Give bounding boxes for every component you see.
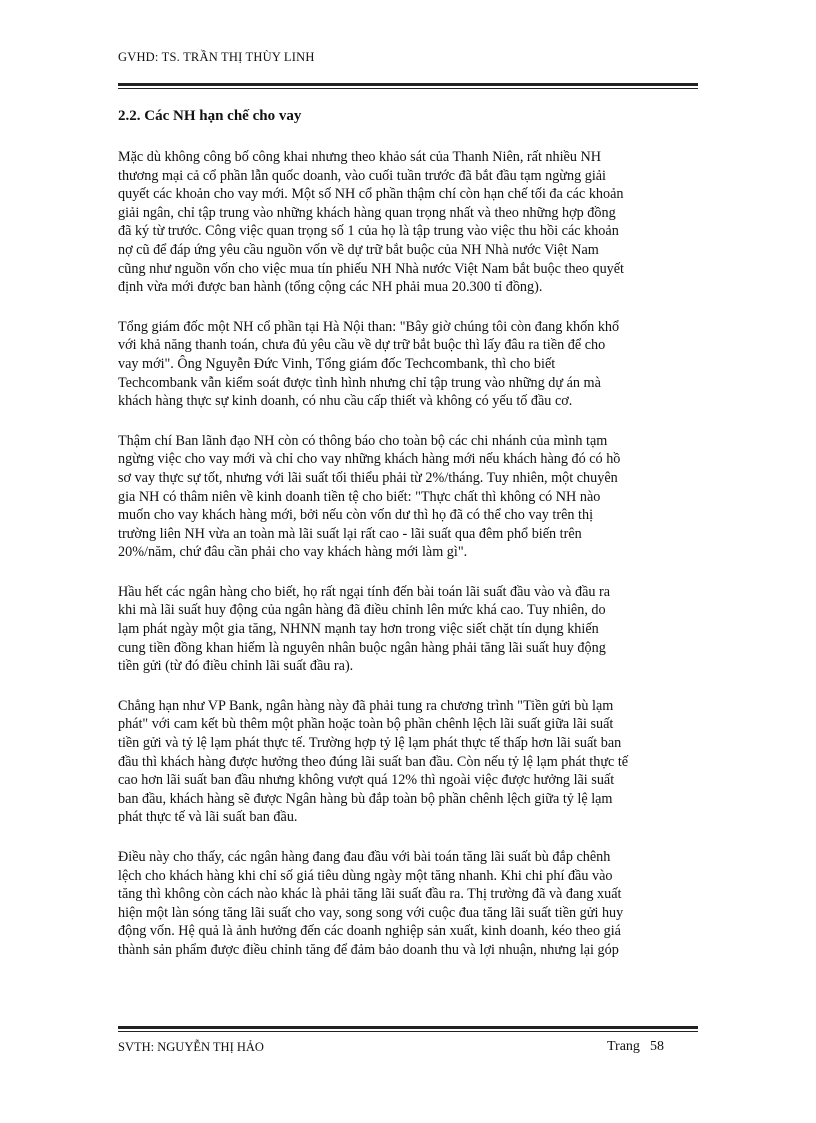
paragraph xyxy=(118,848,690,960)
paragraph-line: đã ký từ trước. Công việc quan trọng số 1 của họ là tập trung vào việc thu hồi các khoản xyxy=(118,223,619,240)
footer-author: SVTH: NGUYỄN THỊ HẢO xyxy=(118,1040,264,1054)
paragraph-line: tiền gửi và tỷ lệ lạm phát thực tế. Trường hợp tỷ lệ lạm phát thực tế thấp hơn lãi suất ban xyxy=(118,735,622,752)
paragraph-line: 20%/năm, chứ đâu cần phải cho vay khách hàng mới làm gì". xyxy=(118,544,468,561)
paragraph-line: vay mới". Ông Nguyễn Đức Vinh, Tổng giám đốc Techcombank, thì cho biết xyxy=(118,355,556,372)
paragraph-line: ban đầu, khách hàng sẽ được Ngân hàng bù đắp toàn bộ phần chênh lệch giữa tỷ lệ lạm xyxy=(118,790,613,807)
paragraph-line: gia NH có thâm niên về kinh doanh tiền tệ cho biết: "Thực chất thì không có NH nào xyxy=(118,488,601,505)
page-number-block xyxy=(607,1039,664,1055)
paragraph-line: nợ cũ để đáp ứng yêu cầu nguồn vốn về dự trữ bắt buộc của NH Nhà nước Việt Nam xyxy=(118,241,599,258)
paragraph-line: hiện một làn sóng tăng lãi suất cho vay, song song với cuộc đua tăng lãi suất tiền gửi huy xyxy=(118,904,624,921)
paragraph xyxy=(118,697,690,827)
paragraph-line: khi mà lãi suất huy động của ngân hàng đã điều chỉnh lên mức khá cao. Tuy nhiên, do xyxy=(118,602,606,619)
paragraph-line: quyết các khoản cho vay mới. Một số NH cổ phần thậm chí còn hạn chế tối đa các khoản xyxy=(118,186,624,203)
footer-rule-thin xyxy=(118,1031,698,1032)
paragraph-line: Thậm chí Ban lãnh đạo NH còn có thông báo cho toàn bộ các chi nhánh của mình tạm xyxy=(118,432,608,449)
paragraph-line: Hầu hết các ngân hàng cho biết, họ rất ngại tính đến bài toán lãi suất đầu vào và đầu ra xyxy=(118,583,611,600)
header-rule-thin xyxy=(118,88,698,89)
paragraph-line: giải ngân, chỉ tập trung vào những khách hàng quan trọng nhất và theo những hợp đồng xyxy=(118,204,616,221)
page-header: GVHD: TS. TRẦN THỊ THÙY LINH xyxy=(118,50,315,64)
paragraph-line: Mặc dù không công bố công khai nhưng theo khảo sát của Thanh Niên, rất nhiều NH xyxy=(118,149,601,165)
paragraph-line: cũng như nguồn vốn cho việc mua tín phiếu NH Nhà nước Việt Nam bắt buộc theo quyết xyxy=(118,260,625,277)
paragraph-line: phát thực tế và lãi suất ban đầu. xyxy=(118,809,298,826)
page-label: Trang xyxy=(607,1039,640,1054)
paragraph-line: tiền gửi (từ đó điều chỉnh lãi suất đầu ra). xyxy=(118,658,354,675)
paragraph-line: thành sản phẩm được điều chỉnh tăng để đảm bảo doanh thu và lợi nhuận, nhưng lại góp xyxy=(118,941,619,958)
paragraph-line: động vốn. Hệ quả là ảnh hưởng đến các doanh nghiệp sản xuất, kinh doanh, kéo theo giá xyxy=(118,923,621,940)
paragraph-container xyxy=(118,148,690,960)
paragraph xyxy=(118,583,690,676)
paragraph-line: tăng thì không còn cách nào khác là phải tăng lãi suất đầu ra. Thị trường đã và đang xuất xyxy=(118,886,622,903)
paragraph-line: sơ vay thực sự tốt, nhưng với lãi suất tối thiểu phải từ 2%/tháng. Tuy nhiên, một chuyên xyxy=(118,469,618,486)
page-number: 58 xyxy=(649,1039,664,1054)
paragraph-line: muốn cho vay khách hàng mới, bởi nếu còn vốn dư thì họ đã có thể cho vay trên thị xyxy=(118,507,594,524)
paragraph xyxy=(118,318,690,411)
paragraph-line: cao hơn lãi suất ban đầu nhưng không vượt quá 12% thì ngoài việc được hưởng lãi suất xyxy=(118,772,615,789)
paragraph xyxy=(118,432,690,562)
paragraph-line: phát" với cam kết bù thêm một phần hoặc toàn bộ phần chênh lệch lãi suất giữa lãi suất xyxy=(118,716,614,733)
paragraph xyxy=(118,148,690,297)
paragraph-line: trường liên NH vừa an toàn mà lãi suất lại rất cao - lãi suất qua đêm phổ biến trên xyxy=(118,525,582,542)
paragraph-line: đầu thì khách hàng được hưởng theo đúng lãi suất ban đầu. Còn nếu tỷ lệ lạm phát thực tế xyxy=(118,753,629,770)
paragraph-line: khách hàng thực sự kinh doanh, có nhu cầu cấp thiết và không có yếu tố đầu cơ. xyxy=(118,393,573,410)
footer-rule xyxy=(118,1026,698,1029)
paragraph-line: cung tiền đồng khan hiếm là nguyên nhân buộc ngân hàng phải tăng lãi suất huy động xyxy=(118,639,606,656)
paragraph-line: lệch cho khách hàng khi chỉ số giá tiêu dùng ngày một tăng nhanh. Khi chi phí đầu vào xyxy=(118,867,613,884)
paragraph-line: Techcombank vẫn kiểm soát được tình hình nhưng chỉ tập trung vào những dự án mà xyxy=(118,374,601,391)
paragraph-line: lạm phát ngày một gia tăng, NHNN mạnh tay hơn trong việc siết chặt tín dụng khiến xyxy=(118,621,599,638)
paragraph-line: thương mại cả cổ phần lẫn quốc doanh, vào cuối tuần trước đã bắt đầu tạm ngừng giải xyxy=(118,167,606,184)
section-heading: 2.2. Các NH hạn chế cho vay xyxy=(118,108,302,124)
paragraph-line: Chẳng hạn như VP Bank, ngân hàng này đã phải tung ra chương trình "Tiền gửi bù lạm xyxy=(118,697,614,714)
paragraph-line: định vừa mới được ban hành (tổng cộng các NH phải mua 20.300 tỉ đồng). xyxy=(118,279,543,296)
paragraph-line: Tổng giám đốc một NH cổ phần tại Hà Nội than: "Bây giờ chúng tôi còn đang khốn khổ xyxy=(118,318,620,335)
paragraph-line: Điều này cho thấy, các ngân hàng đang đau đầu với bài toán tăng lãi suất bù đắp chênh xyxy=(118,849,611,865)
paragraph-line: với khả năng thanh toán, chưa đủ yêu cầu về dự trữ bắt buộc thì lấy đâu ra tiền để cho xyxy=(118,337,606,354)
header-rule xyxy=(118,83,698,86)
paragraph-line: ngừng việc cho vay mới và chỉ cho vay những khách hàng mới nếu khách hàng đó có hồ xyxy=(118,451,621,468)
page-body xyxy=(118,108,690,981)
